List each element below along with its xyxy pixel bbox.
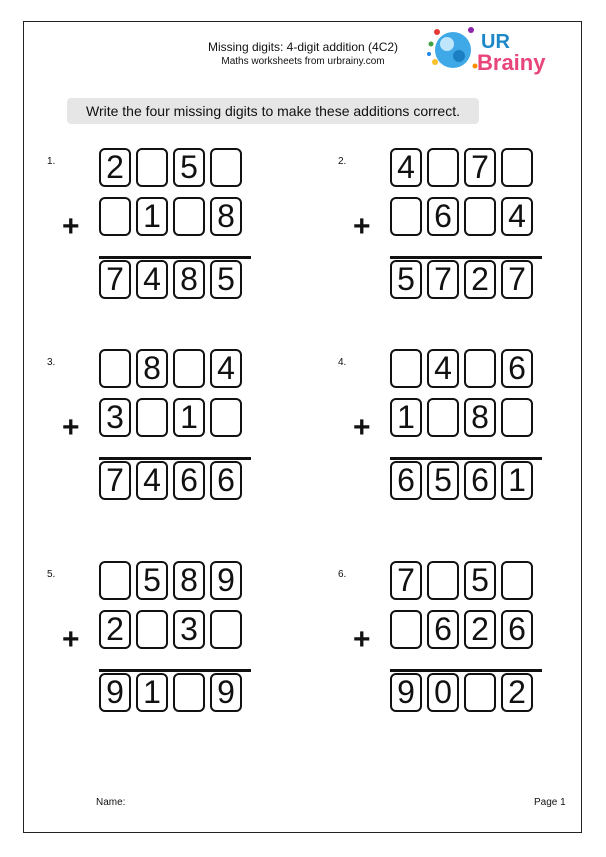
- addition-problem: [338, 562, 558, 739]
- top-number-row: [99, 148, 247, 187]
- plus-sign: +: [62, 623, 80, 656]
- digit-box: 4: [390, 148, 422, 187]
- logo-text-ur: UR: [481, 31, 510, 53]
- urbrainy-logo: [427, 24, 551, 80]
- digit-box: 7: [464, 148, 496, 187]
- top-number-row: [390, 148, 538, 187]
- sum-line: [99, 256, 251, 259]
- middle-number-row: [99, 197, 247, 236]
- digit-box: 6: [427, 610, 459, 649]
- plus-sign: +: [62, 411, 80, 444]
- answer-number-row: [390, 673, 538, 712]
- digit-box: 8: [173, 561, 205, 600]
- middle-number-row: [99, 610, 247, 649]
- worksheet-subtitle: Maths worksheets from urbrainy.com: [221, 56, 385, 67]
- missing-digit-box[interactable]: [173, 349, 205, 388]
- digit-box: 7: [99, 260, 131, 299]
- digit-box: 9: [210, 673, 242, 712]
- digit-box: 9: [210, 561, 242, 600]
- digit-box: 1: [501, 461, 533, 500]
- digit-box: 7: [390, 561, 422, 600]
- addition-problem: [338, 149, 558, 326]
- top-number-row: [390, 561, 538, 600]
- digit-box: 5: [464, 561, 496, 600]
- digit-box: 5: [390, 260, 422, 299]
- digit-box: 7: [99, 461, 131, 500]
- digit-box: 5: [173, 148, 205, 187]
- digit-box: 1: [136, 197, 168, 236]
- missing-digit-box[interactable]: [99, 197, 131, 236]
- sum-line: [390, 457, 542, 460]
- sum-line: [99, 457, 251, 460]
- digit-box: 2: [99, 148, 131, 187]
- digit-box: 4: [136, 461, 168, 500]
- digit-box: 2: [99, 610, 131, 649]
- name-label: Name:: [96, 797, 126, 808]
- missing-digit-box[interactable]: [210, 398, 242, 437]
- addition-problem: [47, 562, 267, 739]
- missing-digit-box[interactable]: [136, 148, 168, 187]
- missing-digit-box[interactable]: [136, 398, 168, 437]
- missing-digit-box[interactable]: [464, 673, 496, 712]
- digit-box: 6: [501, 610, 533, 649]
- sum-line: [390, 256, 542, 259]
- digit-box: 6: [464, 461, 496, 500]
- page-number: Page 1: [534, 797, 566, 808]
- question-number: 1.: [47, 156, 56, 167]
- missing-digit-box[interactable]: [136, 610, 168, 649]
- addition-problem: [47, 149, 267, 326]
- top-number-row: [99, 349, 247, 388]
- digit-box: 6: [501, 349, 533, 388]
- missing-digit-box[interactable]: [210, 610, 242, 649]
- top-number-row: [99, 561, 247, 600]
- logo-text-brainy: Brainy: [477, 50, 546, 75]
- missing-digit-box[interactable]: [427, 398, 459, 437]
- missing-digit-box[interactable]: [390, 349, 422, 388]
- missing-digit-box[interactable]: [427, 148, 459, 187]
- digit-box: 6: [390, 461, 422, 500]
- digit-box: 1: [173, 398, 205, 437]
- digit-box: 2: [464, 610, 496, 649]
- digit-box: 4: [136, 260, 168, 299]
- sum-line: [99, 669, 251, 672]
- digit-box: 8: [136, 349, 168, 388]
- missing-digit-box[interactable]: [99, 349, 131, 388]
- digit-box: 2: [501, 673, 533, 712]
- digit-box: 3: [99, 398, 131, 437]
- digit-box: 4: [210, 349, 242, 388]
- answer-number-row: [390, 260, 538, 299]
- missing-digit-box[interactable]: [390, 197, 422, 236]
- middle-number-row: [390, 197, 538, 236]
- middle-number-row: [390, 610, 538, 649]
- missing-digit-box[interactable]: [390, 610, 422, 649]
- missing-digit-box[interactable]: [501, 398, 533, 437]
- missing-digit-box[interactable]: [99, 561, 131, 600]
- digit-box: 8: [464, 398, 496, 437]
- digit-box: 5: [136, 561, 168, 600]
- missing-digit-box[interactable]: [210, 148, 242, 187]
- digit-box: 1: [136, 673, 168, 712]
- addition-problem: [338, 350, 558, 527]
- missing-digit-box[interactable]: [464, 197, 496, 236]
- question-number: 6.: [338, 569, 347, 580]
- digit-box: 8: [210, 197, 242, 236]
- plus-sign: +: [353, 623, 371, 656]
- digit-box: 1: [390, 398, 422, 437]
- missing-digit-box[interactable]: [501, 561, 533, 600]
- question-number: 5.: [47, 569, 56, 580]
- digit-box: 8: [173, 260, 205, 299]
- missing-digit-box[interactable]: [173, 673, 205, 712]
- sum-line: [390, 669, 542, 672]
- digit-box: 5: [427, 461, 459, 500]
- answer-number-row: [99, 461, 247, 500]
- answer-number-row: [390, 461, 538, 500]
- addition-problem: [47, 350, 267, 527]
- digit-box: 5: [210, 260, 242, 299]
- missing-digit-box[interactable]: [173, 197, 205, 236]
- missing-digit-box[interactable]: [464, 349, 496, 388]
- middle-number-row: [390, 398, 538, 437]
- digit-box: 9: [99, 673, 131, 712]
- instruction-banner: Write the four missing digits to make these additions correct.: [67, 98, 479, 124]
- question-number: 2.: [338, 156, 347, 167]
- worksheet-title: Missing digits: 4-digit addition (4C2): [207, 40, 399, 54]
- question-number: 4.: [338, 357, 347, 368]
- missing-digit-box[interactable]: [427, 561, 459, 600]
- missing-digit-box[interactable]: [501, 148, 533, 187]
- digit-box: 6: [173, 461, 205, 500]
- digit-box: 6: [427, 197, 459, 236]
- digit-box: 4: [501, 197, 533, 236]
- plus-sign: +: [62, 210, 80, 243]
- answer-number-row: [99, 260, 247, 299]
- digit-box: 4: [427, 349, 459, 388]
- digit-box: 9: [390, 673, 422, 712]
- digit-box: 7: [501, 260, 533, 299]
- digit-box: 2: [464, 260, 496, 299]
- digit-box: 7: [427, 260, 459, 299]
- digit-box: 6: [210, 461, 242, 500]
- top-number-row: [390, 349, 538, 388]
- question-number: 3.: [47, 357, 56, 368]
- digit-box: 3: [173, 610, 205, 649]
- plus-sign: +: [353, 210, 371, 243]
- answer-number-row: [99, 673, 247, 712]
- plus-sign: +: [353, 411, 371, 444]
- middle-number-row: [99, 398, 247, 437]
- digit-box: 0: [427, 673, 459, 712]
